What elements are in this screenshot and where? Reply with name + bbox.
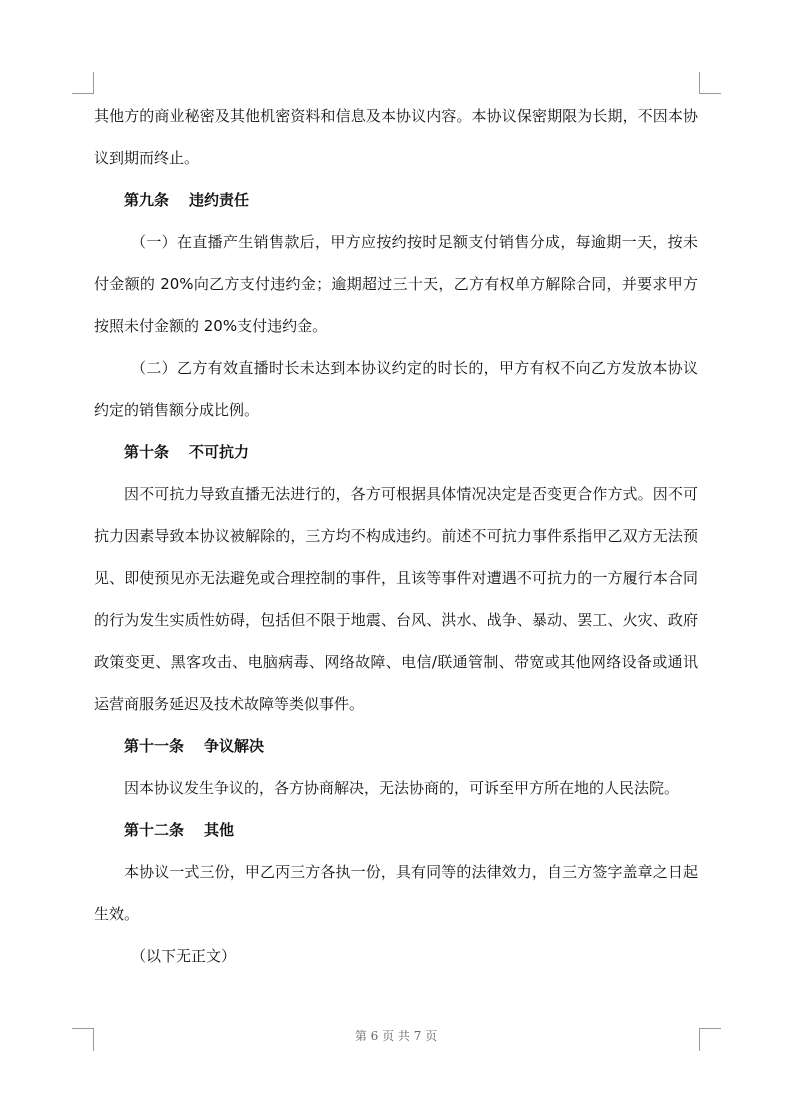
paragraph-9-1: （一）在直播产生销售款后，甲方应按约按时足额支付销售分成，每逾期一天，按未付金额的 20%向乙方支付违约金；逾期超过三十天，乙方有权单方解除合同，并要求甲方按照未付金额的 20%支付违约金。 (94, 233, 698, 335)
article-10-heading (94, 431, 698, 473)
article-number: 第九条 (124, 191, 170, 209)
article-12-heading (94, 809, 698, 851)
paragraph-confidentiality-continued: 其他方的商业秘密及其他机密资料和信息及本协议内容。本协议保密期限为长期，不因本协议到期而终止。 (94, 107, 698, 167)
paragraph-9-2: （二）乙方有效直播时长未达到本协议约定的时长的，甲方有权不向乙方发放本协议约定的销售额分成比例。 (94, 359, 698, 419)
article-11-heading (94, 725, 698, 767)
article-number: 第十条 (124, 443, 170, 461)
crop-mark-top-right (699, 72, 721, 94)
paragraph-end-marker: （以下无正文） (131, 947, 237, 965)
article-9-heading (94, 179, 698, 221)
page-number-footer: 第 6 页 共 7 页 (354, 1029, 438, 1043)
document-body (94, 95, 698, 977)
crop-mark-top-left (72, 72, 94, 94)
article-number: 第十一条 (124, 737, 185, 755)
article-number: 第十二条 (124, 821, 185, 839)
article-title: 违约责任 (189, 191, 250, 209)
article-title: 其他 (204, 821, 235, 839)
paragraph-11: 因本协议发生争议的，各方协商解决，无法协商的，可诉至甲方所在地的人民法院。 (124, 779, 680, 797)
paragraph-12: 本协议一式三份，甲乙丙三方各执一份，具有同等的法律效力，自三方签字盖章之日起生效。 (94, 863, 698, 923)
paragraph-10: 因不可抗力导致直播无法进行的，各方可根据具体情况决定是否变更合作方式。因不可抗力因素导致本协议被解除的，三方均不构成违约。前述不可抗力事件系指甲乙双方无法预见、即使预见亦无法避免或合理控制的事件，且该等事件对遭遇不可抗力的一方履行本合同的行为发生实质性妨碍，包括但不限于地震、台风、洪水、战争、暴动、罢工、火灾、政府政策变更、黑客攻击、电脑病毒、网络故障、电信/联通管制、带宽或其他网络设备或通讯运营商服务延迟及技术故障等类似事件。 (94, 485, 698, 713)
article-title: 不可抗力 (189, 443, 250, 461)
article-title: 争议解决 (204, 737, 265, 755)
